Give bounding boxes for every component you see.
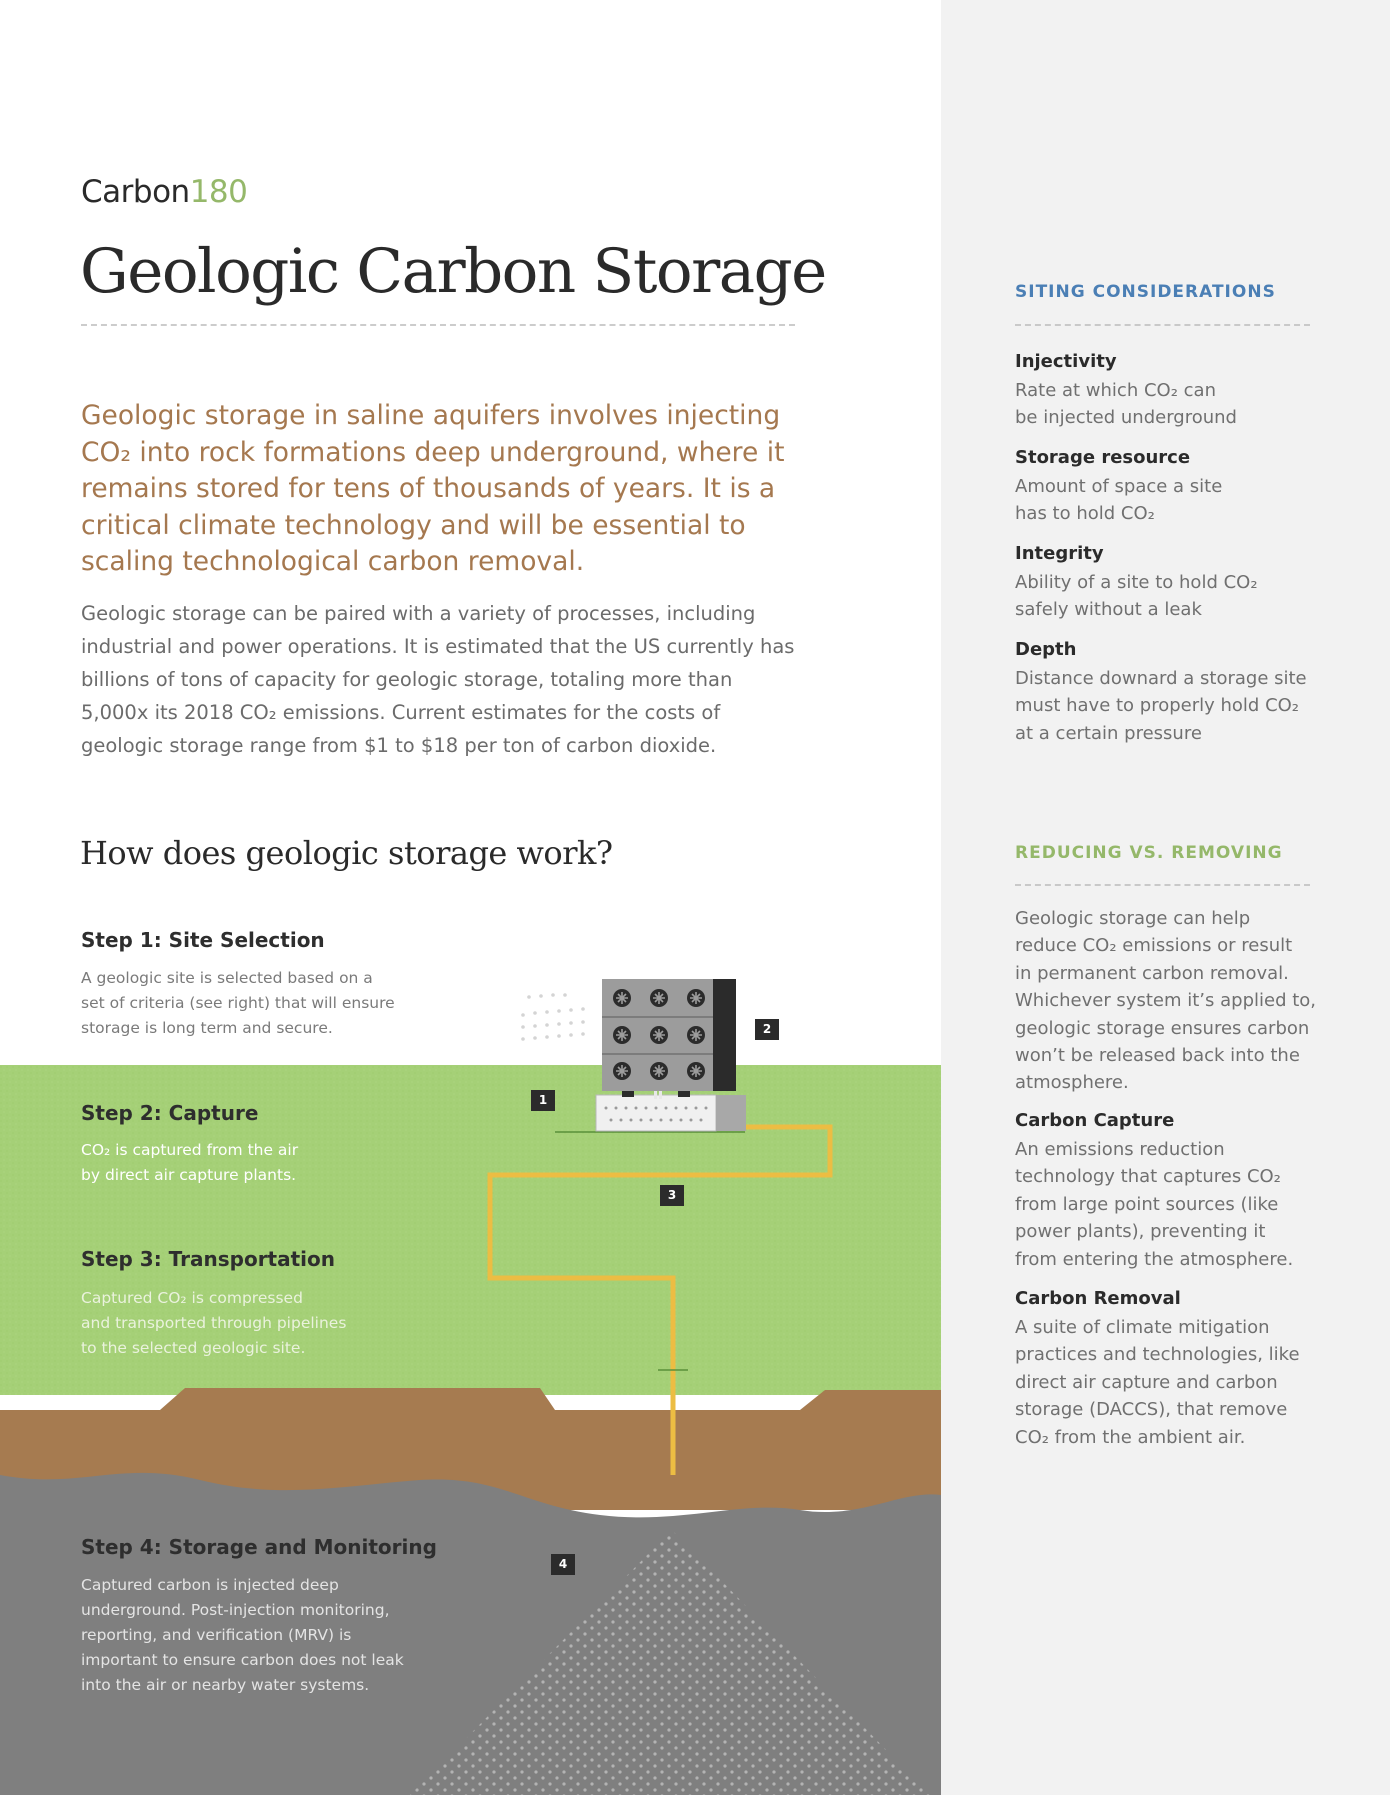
title-divider (81, 324, 795, 326)
definition-line: An emissions reduction (1015, 1139, 1225, 1160)
logo-word: Carbon (81, 174, 190, 210)
body-line: billions of tons of capacity for geologic storage, totaling more than (81, 668, 733, 691)
definition-line: be injected underground (1015, 407, 1237, 429)
lead-line: critical climate technology and will be essential to (81, 509, 746, 541)
intro-line: won’t be released back into the (1015, 1045, 1300, 1067)
term-injectivity: Injectivity (1015, 351, 1117, 372)
definition-line: Rate at which CO₂ can (1015, 380, 1216, 401)
step-3-title: Step 3: Transportation (81, 1247, 336, 1271)
page-title: Geologic Carbon Storage (80, 236, 826, 307)
step-4-title: Step 4: Storage and Monitoring (81, 1535, 437, 1559)
definition-depth (1015, 665, 1307, 747)
definition-line: must have to properly hold CO₂ (1015, 695, 1300, 717)
definition-storage-resource (1015, 473, 1222, 528)
sidebar-background (941, 0, 1390, 1795)
definition-line: at a certain pressure (1015, 722, 1202, 744)
term-carbon-capture: Carbon Capture (1015, 1110, 1175, 1131)
logo-number: 180 (189, 174, 248, 210)
lead-line: Geologic storage in saline aquifers involves injecting (81, 400, 781, 431)
definition-carbon-removal (1015, 1314, 1300, 1451)
lead-paragraph (81, 398, 811, 581)
step-line: underground. Post-injection monitoring, (81, 1601, 390, 1619)
term-depth: Depth (1015, 639, 1077, 660)
direct-air-capture-plant (518, 975, 748, 1100)
siting-divider (1015, 324, 1310, 326)
step-line: to the selected geologic site. (81, 1339, 306, 1357)
term-integrity: Integrity (1015, 543, 1104, 564)
carbon180-logo (81, 174, 247, 214)
step-line: storage is long term and secure. (81, 1019, 333, 1037)
definition-line: practices and technologies, like (1015, 1344, 1300, 1366)
intro-line: Geologic storage can help (1015, 908, 1251, 929)
body-paragraph (81, 597, 821, 762)
step-marker-1: 1 (531, 1090, 555, 1111)
lead-line: CO₂ into rock formations deep underground, where it (81, 436, 785, 468)
definition-line: technology that captures CO₂ (1015, 1166, 1281, 1188)
step-line: Captured CO₂ is compressed (81, 1289, 303, 1307)
definition-line: CO₂ from the ambient air. (1015, 1426, 1246, 1448)
body-line: industrial and power operations. It is estimated that the US currently has (81, 635, 795, 658)
plant-base-side (716, 1095, 746, 1131)
definition-line: direct air capture and carbon (1015, 1371, 1278, 1393)
reducing-divider (1015, 884, 1310, 886)
step-2-description (81, 1138, 298, 1188)
plant-stack (713, 979, 736, 1091)
step-marker-4: 4 (551, 1554, 575, 1575)
term-carbon-removal: Carbon Removal (1015, 1288, 1181, 1309)
step-line: and transported through pipelines (81, 1314, 347, 1332)
step-line: by direct air capture plants. (81, 1166, 297, 1184)
definition-line: from entering the atmosphere. (1015, 1248, 1294, 1270)
intro-line: in permanent carbon removal. (1015, 962, 1289, 984)
body-line: 5,000x its 2018 CO₂ emissions. Current estimates for the costs of (81, 701, 721, 724)
definition-integrity (1015, 569, 1258, 624)
step-marker-3: 3 (660, 1185, 684, 1206)
intro-line: geologic storage ensures carbon (1015, 1017, 1310, 1039)
siting-considerations-heading: SITING CONSIDERATIONS (1015, 282, 1276, 302)
lead-line: scaling technological carbon removal. (81, 546, 585, 577)
definition-line: Ability of a site to hold CO₂ (1015, 572, 1258, 593)
how-it-works-heading: How does geologic storage work? (80, 834, 613, 872)
reducing-intro (1015, 905, 1316, 1097)
lead-line: remains stored for tens of thousands of years. It is a (81, 473, 776, 504)
intro-line: atmosphere. (1015, 1072, 1129, 1094)
step-line: CO₂ is captured from the air (81, 1141, 299, 1159)
definition-line: storage (DACCS), that remove (1015, 1399, 1288, 1421)
intro-line: Whichever system it’s applied to, (1015, 990, 1317, 1012)
definition-line: A suite of climate mitigation (1015, 1317, 1270, 1338)
definition-line: safely without a leak (1015, 599, 1202, 621)
definition-carbon-capture (1015, 1136, 1293, 1273)
step-1-description (81, 966, 395, 1041)
step-line: Captured carbon is injected deep (81, 1576, 339, 1594)
step-2-title: Step 2: Capture (81, 1101, 259, 1125)
plant-base (596, 1095, 716, 1131)
step-line: reporting, and verification (MRV) is (81, 1626, 352, 1644)
step-line: A geologic site is selected based on a (81, 969, 373, 987)
step-marker-2: 2 (755, 1019, 779, 1040)
air-flow-dots (521, 993, 585, 1041)
definition-line: Amount of space a site (1015, 476, 1223, 497)
body-line: Geologic storage can be paired with a variety of processes, including (81, 602, 756, 625)
step-3-description (81, 1286, 346, 1361)
intro-line: reduce CO₂ emissions or result (1015, 935, 1293, 957)
step-4-description (81, 1573, 404, 1698)
step-line: set of criteria (see right) that will ensure (81, 994, 395, 1012)
step-1-title: Step 1: Site Selection (81, 928, 325, 952)
definition-line: has to hold CO₂ (1015, 503, 1155, 525)
definition-line: Distance downard a storage site (1015, 668, 1307, 689)
body-line: geologic storage range from $1 to $18 per ton of carbon dioxide. (81, 734, 717, 757)
step-line: into the air or nearby water systems. (81, 1676, 370, 1694)
definition-line: power plants), preventing it (1015, 1221, 1266, 1243)
definition-injectivity (1015, 377, 1237, 432)
reducing-vs-removing-heading: REDUCING VS. REMOVING (1015, 843, 1283, 863)
term-storage-resource: Storage resource (1015, 447, 1191, 468)
step-line: important to ensure carbon does not leak (81, 1651, 404, 1669)
definition-line: from large point sources (like (1015, 1193, 1279, 1215)
